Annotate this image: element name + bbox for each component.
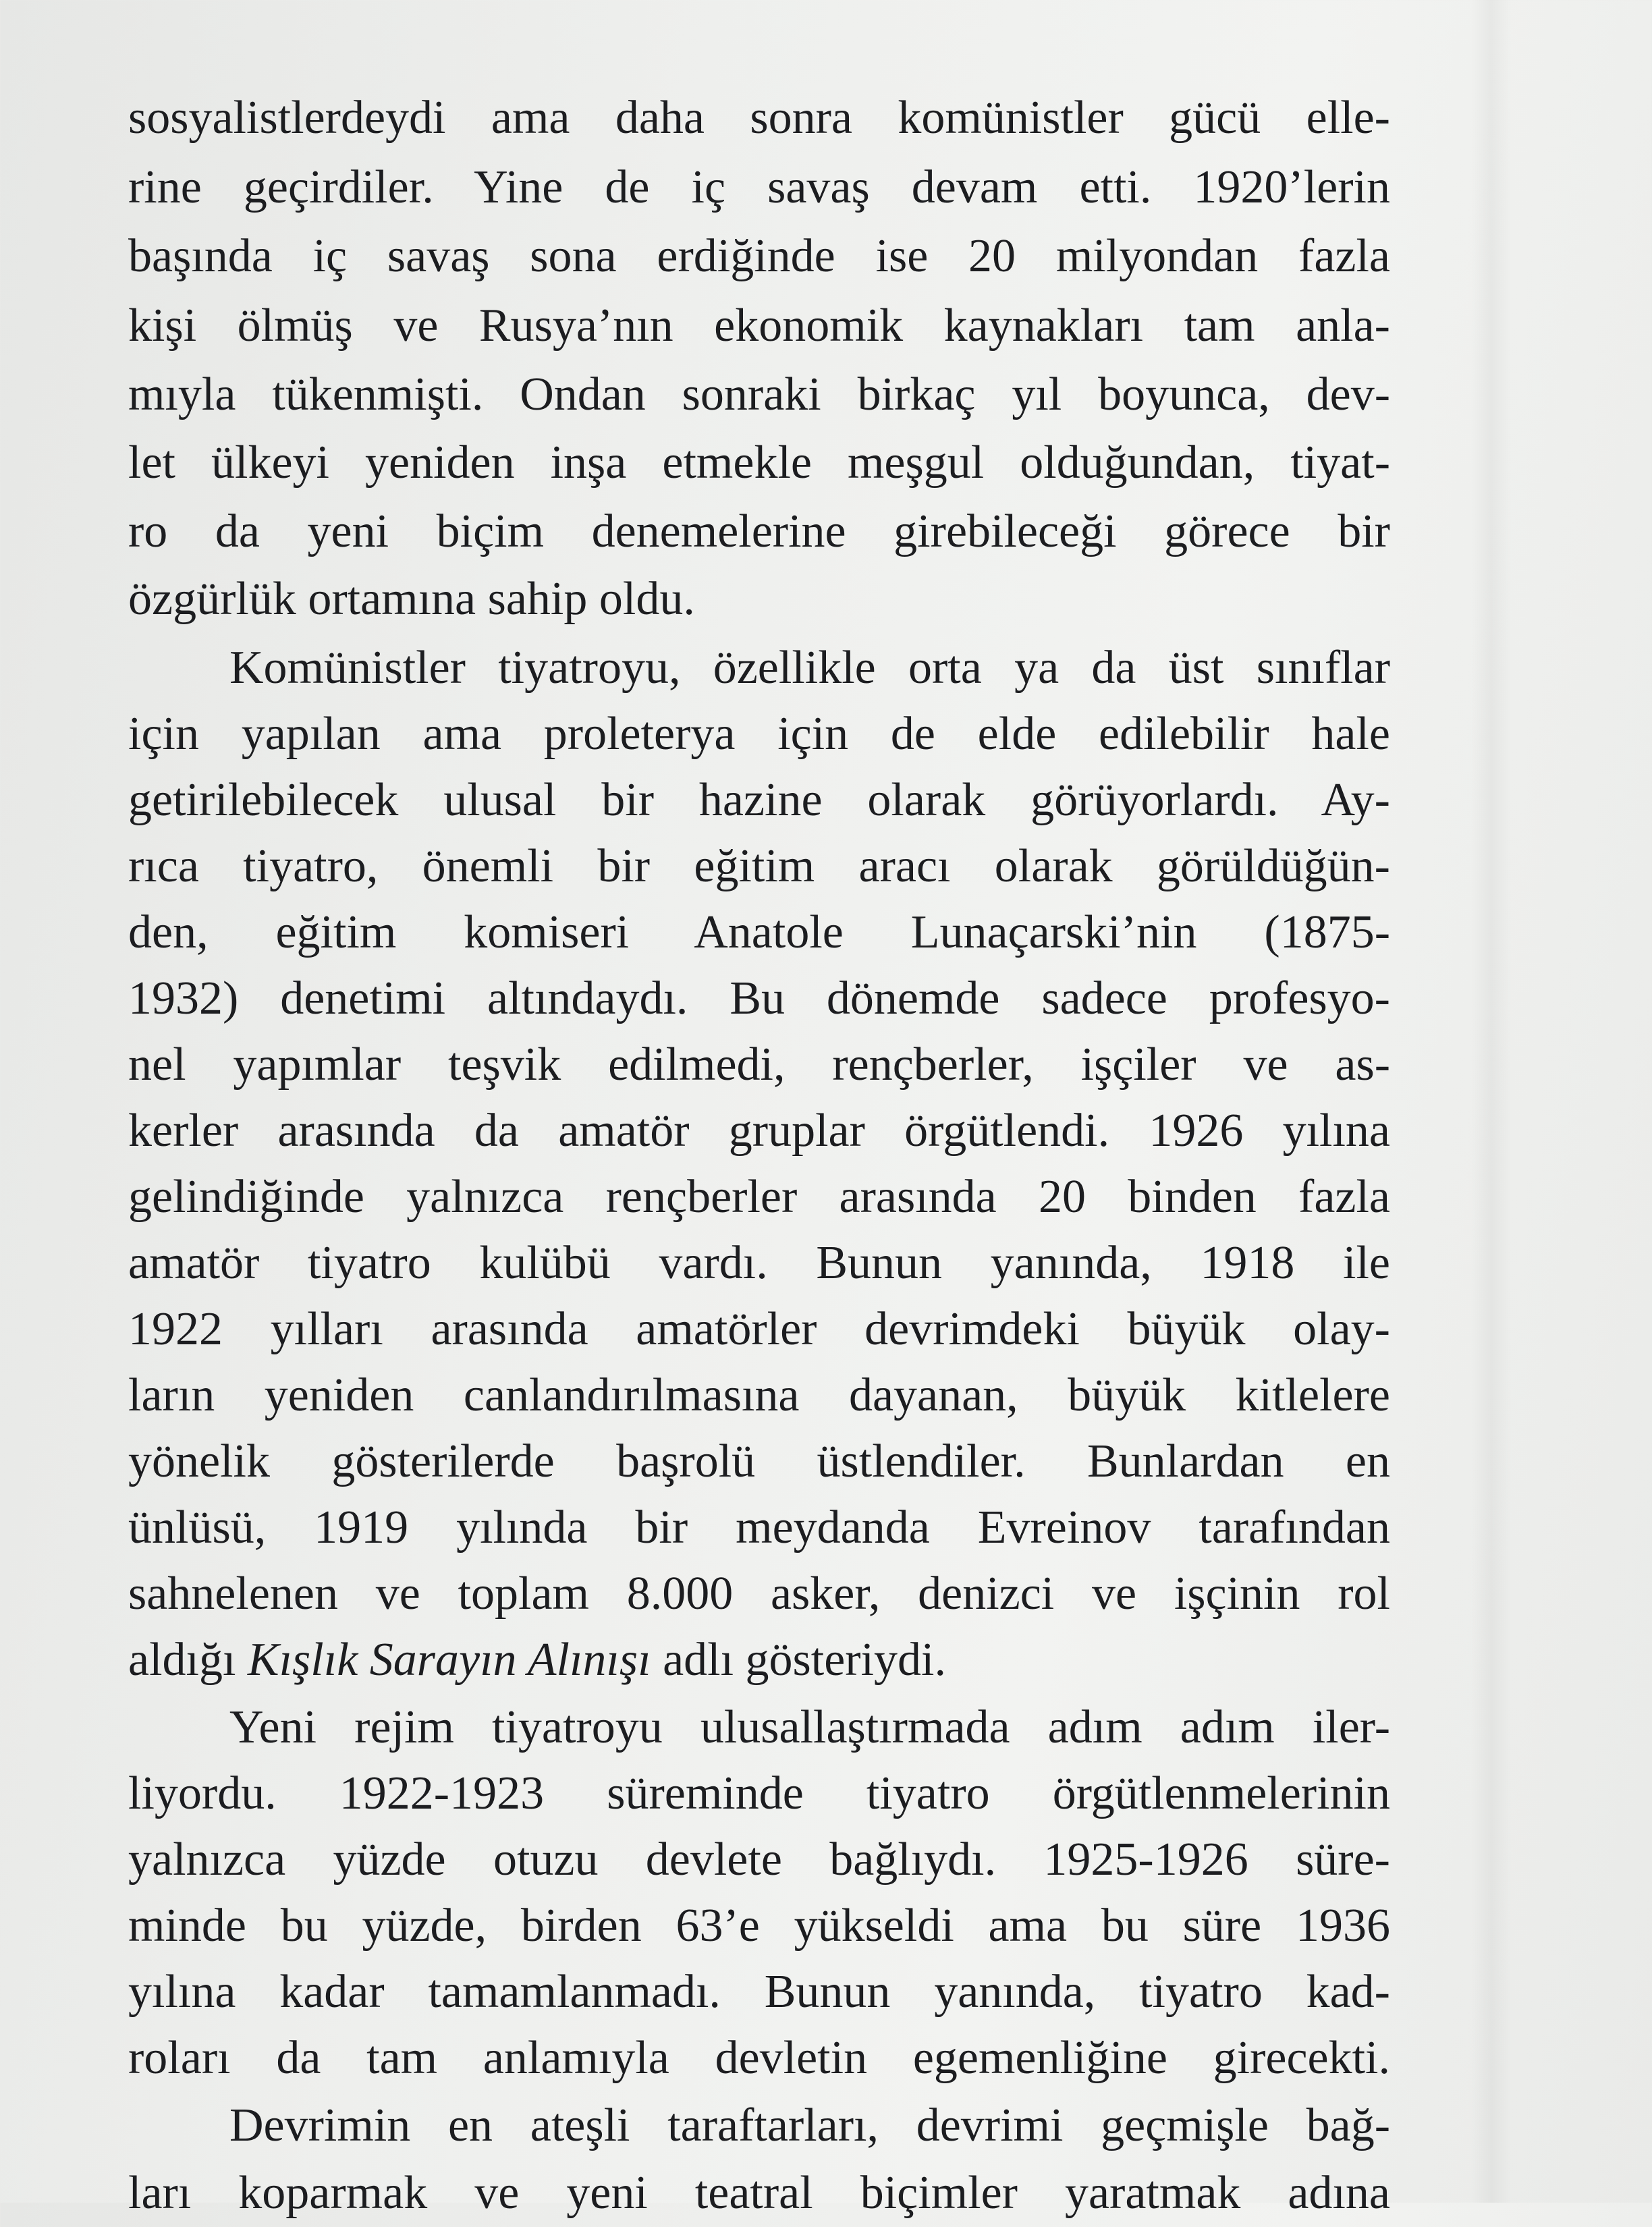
text-line: rine geçirdiler. Yine de iç savaş devam etti. 1920’lerin: [128, 161, 1390, 213]
page-fold-shadow: [1471, 0, 1512, 2203]
text-line: yılına kadar tamamlanmadı. Bunun yanında, tiyatro kad-: [128, 1966, 1390, 2018]
italic-work-title: Kışlık Sarayın Alınışı: [247, 1634, 651, 1686]
text-line: sahnelenen ve toplam 8.000 asker, denizci ve işçinin rol: [128, 1568, 1390, 1620]
text-line: sosyalistlerdeydi ama daha sonra komünistler gücü elle-: [128, 92, 1390, 144]
text-line: amatör tiyatro kulübü vardı. Bunun yanında, 1918 ile: [128, 1237, 1390, 1289]
text-line: ünlüsü, 1919 yılında bir meydanda Evreinov tarafından: [128, 1502, 1390, 1554]
text-line: başında iç savaş sona erdiğinde ise 20 milyondan fazla: [128, 230, 1390, 282]
text-segment: adlı gösteriydi.: [651, 1634, 946, 1686]
text-line: kerler arasında da amatör gruplar örgütlendi. 1926 yılına: [128, 1105, 1390, 1157]
text-line: den, eğitim komiseri Anatole Lunaçarski’nin (1875-: [128, 906, 1390, 958]
text-line-with-title: [128, 1626, 1390, 1694]
text-line: getirilebilecek ulusal bir hazine olarak görüyorlardı. Ay-: [128, 774, 1390, 826]
text-line: ların yeniden canlandırılmasına dayanan, büyük kitlelere: [128, 1369, 1390, 1421]
text-line: 1922 yılları arasında amatörler devrimdeki büyük olay-: [128, 1303, 1390, 1355]
text-line: yönelik gösterilerde başrolü üstlendiler. Bunlardan en: [128, 1435, 1390, 1487]
paragraph-first-line: Komünistler tiyatroyu, özellikle orta ya da üst sınıflar: [229, 642, 1390, 694]
text-line: gelindiğinde yalnızca rençberler arasında 20 binden fazla: [128, 1171, 1390, 1223]
text-line: minde bu yüzde, birden 63’e yükseldi ama bu süre 1936: [128, 1900, 1390, 1952]
text-line: liyordu. 1922-1923 süreminde tiyatro örgütlenmelerinin: [128, 1767, 1390, 1819]
text-line: rıca tiyatro, önemli bir eğitim aracı olarak görüldüğün-: [128, 840, 1390, 892]
text-line: yalnızca yüzde otuzu devlete bağlıydı. 1925-1926 süre-: [128, 1834, 1390, 1886]
text-line: 1932) denetimi altındaydı. Bu dönemde sadece profesyo-: [128, 972, 1390, 1024]
paragraph-first-line: Yeni rejim tiyatroyu ulusallaştırmada adım adım iler-: [229, 1701, 1390, 1753]
text-line: mıyla tükenmişti. Ondan sonraki birkaç yıl boyunca, dev-: [128, 368, 1390, 420]
text-line: nel yapımlar teşvik edilmedi, rençberler, işçiler ve as-: [128, 1039, 1390, 1091]
text-line: roları da tam anlamıyla devletin egemenliğine girecekti.: [128, 2032, 1390, 2084]
text-line: özgürlük ortamına sahip oldu.: [128, 573, 695, 625]
text-line: ro da yeni biçim denemelerine girebileceği görece bir: [128, 505, 1390, 557]
paragraph-first-line: Devrimin en ateşli taraftarları, devrimi geçmişle bağ-: [229, 2099, 1390, 2151]
text-line: let ülkeyi yeniden inşa etmekle meşgul olduğundan, tiyat-: [128, 437, 1390, 489]
text-line: için yapılan ama proleterya için de elde edilebilir hale: [128, 708, 1390, 760]
text-line-cut-off: ları koparmak ve yeni teatral biçimler yaratmak adına: [128, 2167, 1390, 2219]
text-line: kişi ölmüş ve Rusya’nın ekonomik kaynakları tam anla-: [128, 300, 1390, 352]
text-segment: aldığı: [128, 1634, 236, 1686]
